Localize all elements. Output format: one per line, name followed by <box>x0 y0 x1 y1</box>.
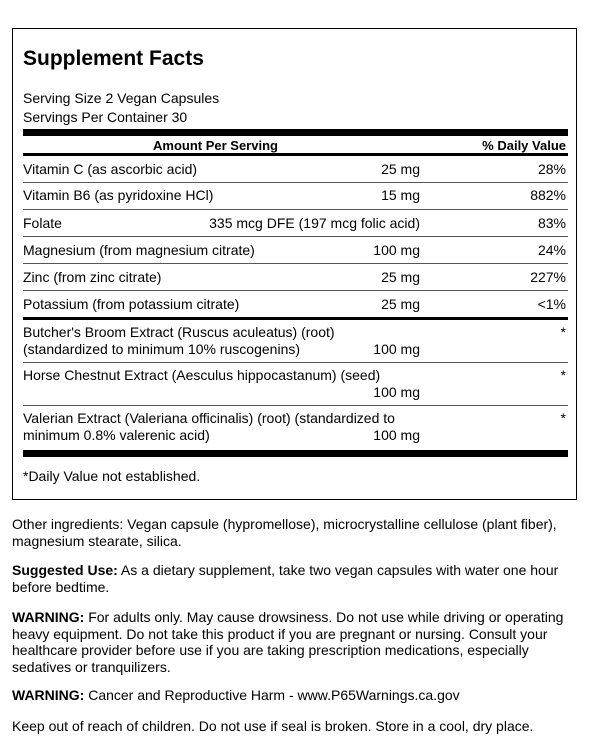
header-rule <box>23 153 568 156</box>
nutrient-name: Zinc (from zinc citrate) <box>23 269 162 285</box>
ingredient-amount: 100 mg <box>373 341 420 357</box>
storage-instructions: Keep out of reach of children. Do not use if seal is broken. Store in a cool, dry place. <box>12 718 534 734</box>
nutrient-name: Vitamin C (as ascorbic acid) <box>23 161 198 177</box>
suggested-use-label: Suggested Use: <box>12 562 118 578</box>
suggested-use <box>12 562 582 595</box>
facts-title: Supplement Facts <box>23 47 204 70</box>
nutrient-amount: 335 mcg DFE (197 mcg folic acid) <box>209 215 420 231</box>
nutrient-name: Vitamin B6 (as pyridoxine HCl) <box>23 187 214 203</box>
nutrient-name: Magnesium (from magnesium citrate) <box>23 242 255 258</box>
row-divider <box>23 236 568 237</box>
ingredient-dv: * <box>560 410 566 426</box>
ingredient-amount: 100 mg <box>373 384 420 400</box>
nutrient-dv: 227% <box>530 269 566 285</box>
header-daily-value: % Daily Value <box>482 138 566 153</box>
nutrient-dv: <1% <box>537 296 566 312</box>
warning-label: WARNING: <box>12 609 85 625</box>
nutrient-dv: 24% <box>537 242 566 258</box>
ingredient-dv: * <box>560 324 566 340</box>
ingredient-name-line2: minimum 0.8% valerenic acid) <box>23 427 210 443</box>
row-divider <box>23 263 568 264</box>
servings-per-container: Servings Per Container 30 <box>23 109 188 125</box>
nutrient-name: Folate <box>23 215 62 231</box>
suggested-use-text: As a dietary supplement, take two vegan capsules with water one hour before bedtime. <box>12 562 559 595</box>
nutrient-amount: 15 mg <box>381 187 420 203</box>
thick-rule <box>23 129 568 136</box>
warning-text: Cancer and Reproductive Harm - www.P65Warnings.ca.gov <box>84 687 460 703</box>
nutrient-amount: 25 mg <box>381 296 420 312</box>
row-divider <box>23 405 568 406</box>
ingredient-name-line1: Valerian Extract (Valeriana officinalis) (root) (standardized to <box>23 410 395 426</box>
warning-text: For adults only. May cause drowsiness. Do not use while driving or operating heavy equipment. Do not take this product if you are pregnant or nursing. Consult your healthcare provider before use if you are taking prescription medications, especially sedatives or tranquilizers. <box>12 609 564 675</box>
row-divider <box>23 362 568 363</box>
warning-label: WARNING: <box>12 687 85 703</box>
warning-prop65 <box>12 687 582 704</box>
row-divider <box>23 182 568 183</box>
ingredient-name-line1: Horse Chestnut Extract (Aesculus hippocastanum) (seed) <box>23 367 381 383</box>
row-divider <box>23 290 568 291</box>
header-amount-per-serving: Amount Per Serving <box>153 138 278 153</box>
ingredient-dv: * <box>560 367 566 383</box>
ingredient-name-line2: (standardized to minimum 10% ruscogenins) <box>23 341 301 357</box>
nutrient-dv: 83% <box>537 215 566 231</box>
nutrient-dv: 28% <box>537 161 566 177</box>
ingredient-amount: 100 mg <box>373 427 420 443</box>
supplement-facts-panel <box>12 28 577 500</box>
nutrient-dv: 882% <box>530 187 566 203</box>
section-rule <box>23 317 568 320</box>
nutrient-name: Potassium (from potassium citrate) <box>23 296 240 312</box>
warning-drowsiness <box>12 609 582 675</box>
row-divider <box>23 209 568 210</box>
daily-value-footnote: *Daily Value not established. <box>23 468 201 484</box>
serving-size: Serving Size 2 Vegan Capsules <box>23 90 220 106</box>
thick-rule <box>23 450 568 457</box>
nutrient-amount: 25 mg <box>381 161 420 177</box>
other-ingredients: Other ingredients: Vegan capsule (hypromellose), microcrystalline cellulose (plant fiber), magnesium stearate, silica. <box>12 516 557 549</box>
nutrient-amount: 100 mg <box>373 242 420 258</box>
nutrient-amount: 25 mg <box>381 269 420 285</box>
ingredient-name-line1: Butcher's Broom Extract (Ruscus aculeatus) (root) <box>23 324 335 340</box>
